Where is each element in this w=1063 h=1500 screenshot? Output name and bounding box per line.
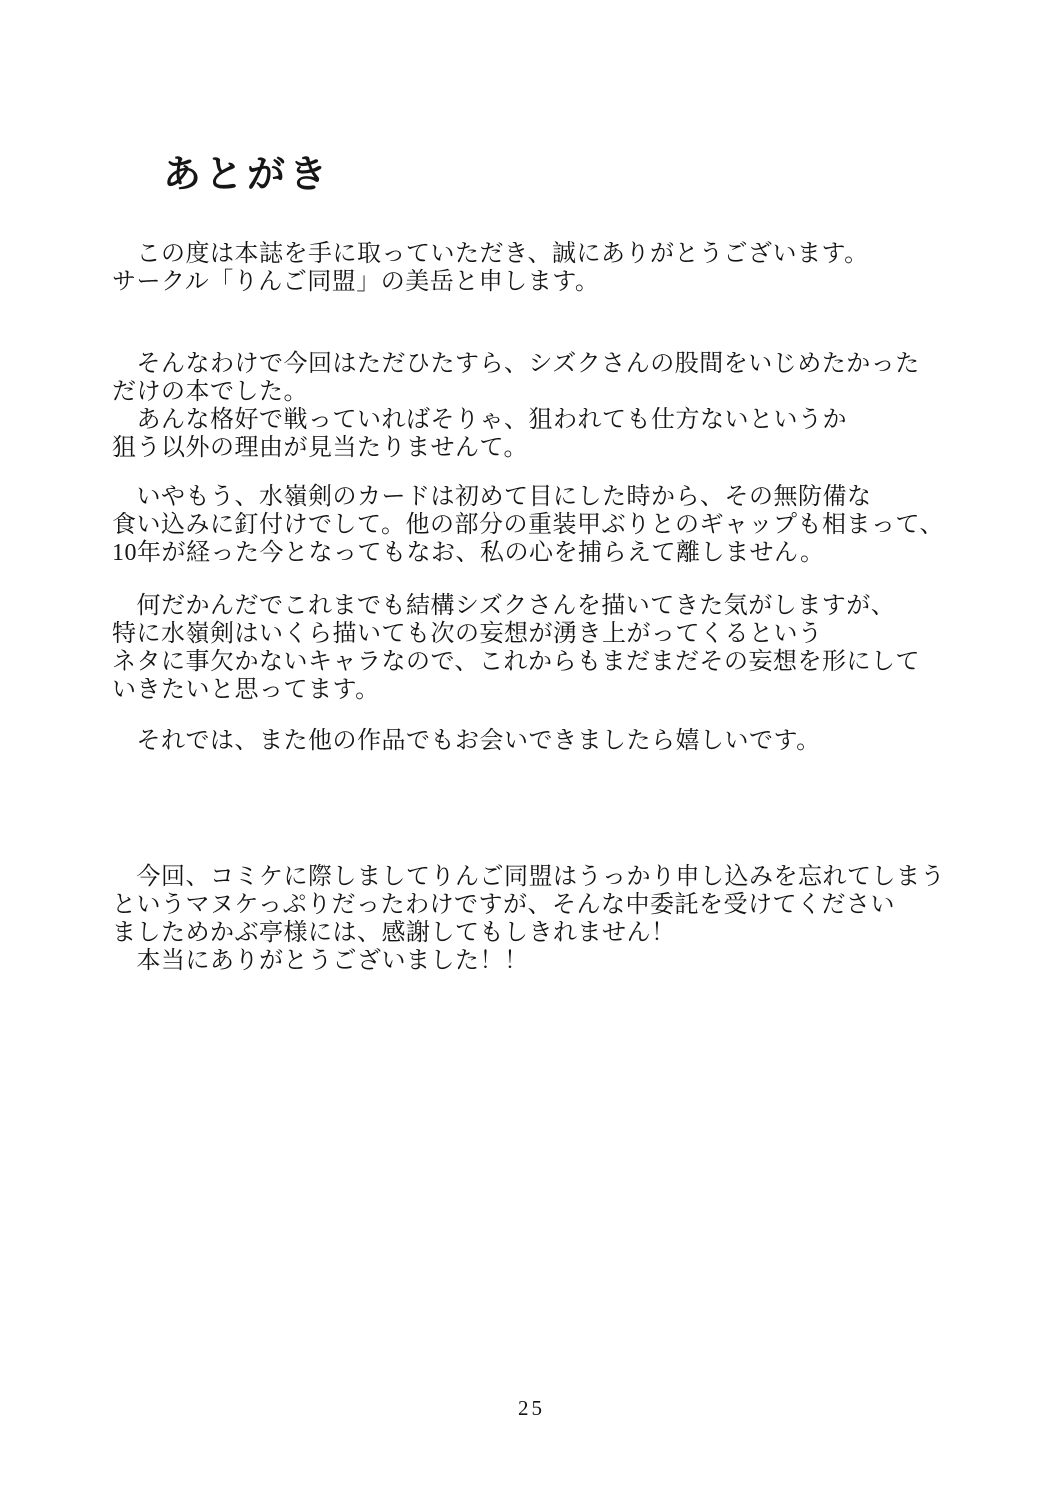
text-line: 食い込みに釘付けでして。他の部分の重装甲ぶりとのギャップも相まって、 [112, 512, 945, 538]
text-line: 10年が経った今となってもなお、私の心を捕らえて離しません。 [112, 540, 825, 566]
paragraph-farewell [112, 727, 1023, 755]
text-line: いきたいと思ってます。 [112, 677, 380, 703]
page-title: あとがき [163, 154, 332, 197]
text-line: だけの本でした。 [112, 379, 308, 405]
text-line: そんなわけで今回はただひたすら、シズクさんの股間をいじめたかった [112, 351, 920, 377]
text-line: サークル「りんご同盟」の美岳と申します。 [112, 269, 600, 295]
text-line: いやもう、水嶺剣のカードは初めて目にした時から、その無防備な [112, 484, 872, 510]
text-line: 特に水嶺剣はいくら描いても次の妄想が湧き上がってくるという [112, 621, 823, 647]
text-line: 今回、コミケに際しましてりんご同盟はうっかり申し込みを忘れてしまう [112, 864, 945, 890]
text-line: 何だかんだでこれまでも結構シズクさんを描いてきた気がしますが、 [112, 593, 896, 619]
paragraph-card-memory [112, 483, 1023, 567]
text-line: というマヌケっぷりだったわけですが、そんな中委託を受けてください [112, 892, 896, 918]
text-line: この度は本誌を手に取っていただき、誠にありがとうございます。 [112, 241, 869, 267]
paragraph-character-thoughts [112, 592, 1023, 704]
text-line: ましためかぶ亭様には、感謝してもしきれません！ [112, 920, 676, 946]
paragraph-thanks [112, 863, 1023, 975]
text-line: 本当にありがとうございました！！ [112, 948, 529, 974]
page-number: 25 [518, 1396, 545, 1420]
paragraph-concept [112, 350, 1023, 462]
text-line: 狙う以外の理由が見当たりませんて。 [112, 435, 529, 461]
text-line: それでは、また他の作品でもお会いできましたら嬉しいです。 [112, 728, 821, 754]
text-line: あんな格好で戦っていればそりゃ、狙われても仕方ないというか [112, 407, 847, 433]
text-line: ネタに事欠かないキャラなので、これからもまだまだその妄想を形にして [112, 649, 921, 675]
paragraph-greeting [112, 240, 1023, 296]
